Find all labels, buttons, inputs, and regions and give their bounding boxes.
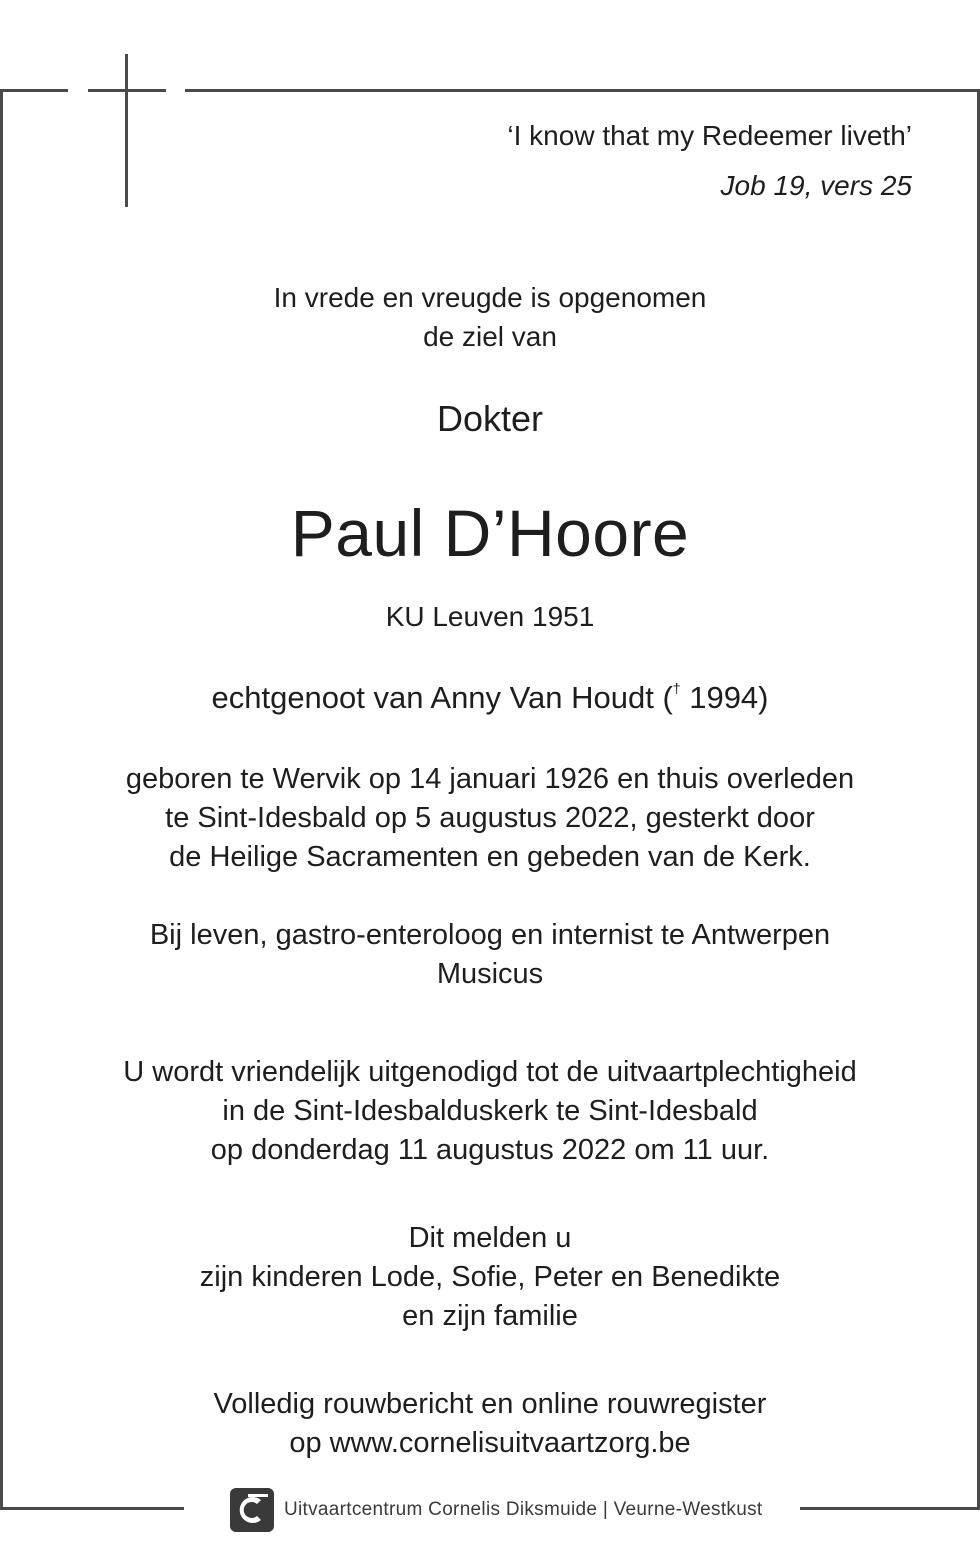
- invitation-line-3: op donderdag 11 augustus 2022 om 11 uur.: [210, 1134, 770, 1166]
- deceased-title: Dokter: [436, 398, 544, 439]
- cross-icon: [125, 54, 128, 207]
- spouse-year: 1994): [680, 680, 769, 715]
- birth-line-2: te Sint-Idesbald op 5 augustus 2022, gesterkt door: [165, 802, 815, 834]
- frame-top-right-line: [185, 89, 980, 92]
- announcement-line-1: Dit melden u: [408, 1222, 572, 1254]
- bible-quote-reference: Job 19, vers 25: [720, 170, 912, 201]
- online-register: [0, 1385, 980, 1463]
- career-text: [0, 916, 980, 994]
- university: KU Leuven 1951: [385, 601, 595, 632]
- spouse-text: echtgenoot van Anny Van Houdt (: [211, 680, 673, 715]
- announcement-line-2: zijn kinderen Lode, Sofie, Peter en Benedikte: [199, 1261, 781, 1293]
- deceased-name: Paul D’Hoore: [290, 496, 690, 570]
- invitation-line-1: U wordt vriendelijk uitgenodigd tot de uitvaartplechtigheid: [123, 1056, 857, 1088]
- spouse-line: [0, 680, 980, 716]
- online-line-2[interactable]: op www.cornelisuitvaartzorg.be: [289, 1427, 691, 1459]
- career-line-1: Bij leven, gastro-enteroloog en internist te Antwerpen: [149, 919, 831, 951]
- bible-quote: ‘I know that my Redeemer liveth’: [507, 120, 912, 151]
- birth-line-3: de Heilige Sacramenten en gebeden van de Kerk.: [169, 841, 811, 873]
- announcement-line-3: en zijn familie: [402, 1300, 578, 1332]
- footer: [230, 1488, 762, 1532]
- intro-line-2: de ziel van: [423, 321, 557, 352]
- career-line-2: Musicus: [436, 958, 544, 990]
- birth-line-1: geboren te Wervik op 14 januari 1926 en thuis overleden: [125, 763, 855, 795]
- funeral-invitation: [0, 1053, 980, 1170]
- intro-line-1: In vrede en vreugde is opgenomen: [273, 282, 707, 313]
- birth-death-text: [0, 760, 980, 877]
- footer-text: Uitvaartcentrum Cornelis Diksmuide | Veurne-Westkust: [284, 1499, 763, 1520]
- family-announcement: [0, 1219, 980, 1336]
- cross-glyph: †: [672, 679, 681, 696]
- online-line-1: Volledig rouwbericht en online rouwregister: [213, 1388, 767, 1420]
- frame-bottom-left-line: [0, 1507, 184, 1510]
- cornelis-logo-icon: [230, 1488, 274, 1532]
- frame-top-left-line: [0, 89, 68, 92]
- invitation-line-2: in de Sint-Idesbalduskerk te Sint-Idesbald: [222, 1095, 758, 1127]
- intro-text: [0, 278, 980, 356]
- frame-bottom-right-line: [800, 1507, 980, 1510]
